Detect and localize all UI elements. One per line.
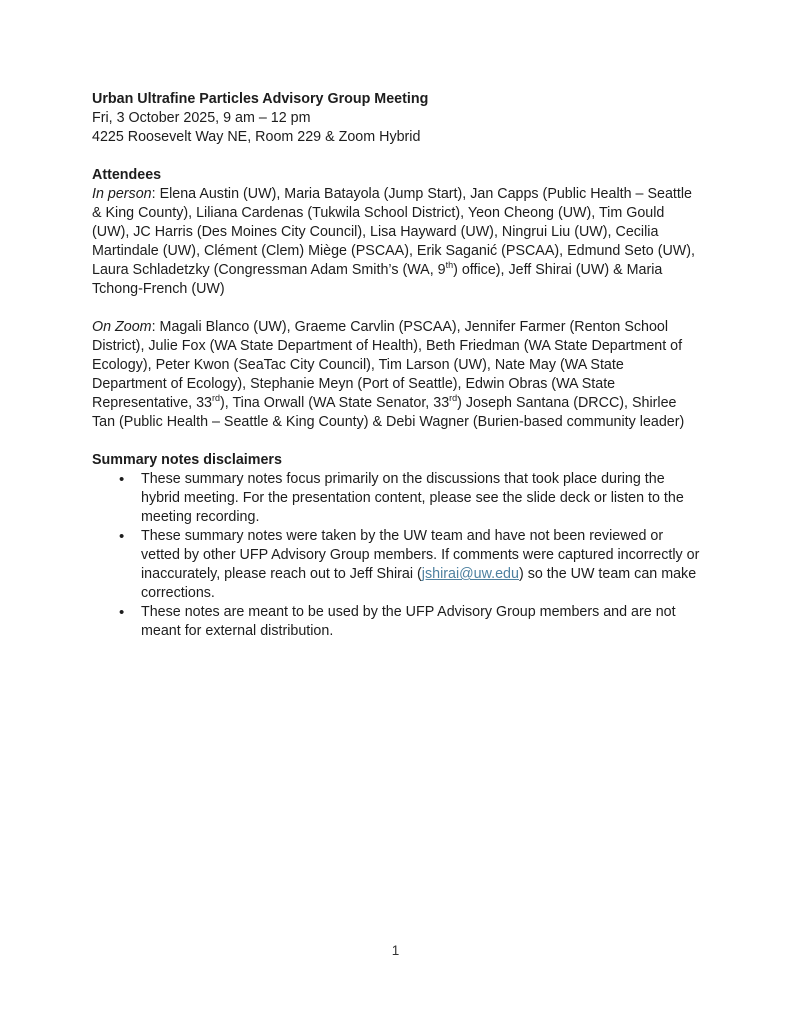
disclaimer-list xyxy=(92,470,700,641)
email-link[interactable]: jshirai@uw.edu xyxy=(421,566,519,582)
document-title: Urban Ultrafine Particles Advisory Group Meeting xyxy=(92,91,429,107)
disclaimer-item-distribution xyxy=(92,603,700,641)
ordinal-superscript: rd xyxy=(212,393,221,404)
in-person-text: : Elena Austin (UW), Maria Batayola (Jump Start), Jan Capps (Public Health – Seattle & King County), Liliana Cardenas (Tukwila School District), Yeon Cheong (UW), Tim Gould (UW), JC Harris (Des Moines City Council), Lisa Hayward (UW), Ningrui Liu (UW), Cecilia Martindale (UW), Clément (Clem) Miège (PSCAA), Erik Saganić (PSCAA), Edmund Seto (UW), Laura Schladetzky (Congressman Adam Smith’s (WA, 9 xyxy=(92,186,696,278)
attendees-heading: Attendees xyxy=(92,167,162,183)
meeting-location: 4225 Roosevelt Way NE, Room 229 & Zoom Hybrid xyxy=(92,129,421,145)
on-zoom-text-continued: ), Tina Orwall (WA State Senator, 33 xyxy=(220,395,450,411)
on-zoom-label: On Zoom xyxy=(92,319,152,335)
spacer xyxy=(92,432,700,451)
disclaimer-text: These summary notes focus primarily on the discussions that took place during the hybrid meeting. For the presentation content, please see the slide deck or listen to the meeting recording. xyxy=(141,471,684,525)
disclaimer-item-corrections xyxy=(92,527,700,603)
document-content xyxy=(92,90,700,641)
disclaimer-text-continued: ) so the UW team can make corrections. xyxy=(141,566,697,601)
disclaimer-text: These summary notes were taken by the UW team and have not been reviewed or vetted by other UFP Advisory Group members. If comments were captured incorrectly or inaccurately, please reach out to Jeff Shirai ( xyxy=(141,528,700,582)
disclaimer-text: These notes are meant to be used by the UFP Advisory Group members and are not meant for external distribution. xyxy=(141,604,676,639)
on-zoom-text: : Magali Blanco (UW), Graeme Carvlin (PSCAA), Jennifer Farmer (Renton School District), Julie Fox (WA State Department of Health), Beth Friedman (WA State Department of Ecology), Peter Kwon (SeaTac City Council), Tim Larson (UW), Nate May (WA State Department of Ecology), Stephanie Meyn (Port of Seattle), Edwin Obras (WA State Representative, 33 xyxy=(92,319,683,411)
disclaimer-item-recording xyxy=(92,470,700,527)
attendees-on-zoom-paragraph xyxy=(92,318,700,432)
meeting-datetime: Fri, 3 October 2025, 9 am – 12 pm xyxy=(92,110,311,126)
in-person-label: In person xyxy=(92,186,152,202)
ordinal-superscript: th xyxy=(445,260,454,271)
spacer xyxy=(92,299,700,318)
attendees-in-person-paragraph xyxy=(92,185,700,299)
spacer xyxy=(92,147,700,166)
disclaimers-heading: Summary notes disclaimers xyxy=(92,452,282,468)
on-zoom-text-final: ) Joseph Santana (DRCC), Shirlee Tan (Public Health – Seattle & King County) & Debi Wagner (Burien-based community leader) xyxy=(92,395,685,430)
in-person-text-continued: ) office), Jeff Shirai (UW) & Maria Tchong-French (UW) xyxy=(92,262,663,297)
ordinal-superscript: rd xyxy=(449,393,458,404)
page-number: 1 xyxy=(391,943,400,958)
